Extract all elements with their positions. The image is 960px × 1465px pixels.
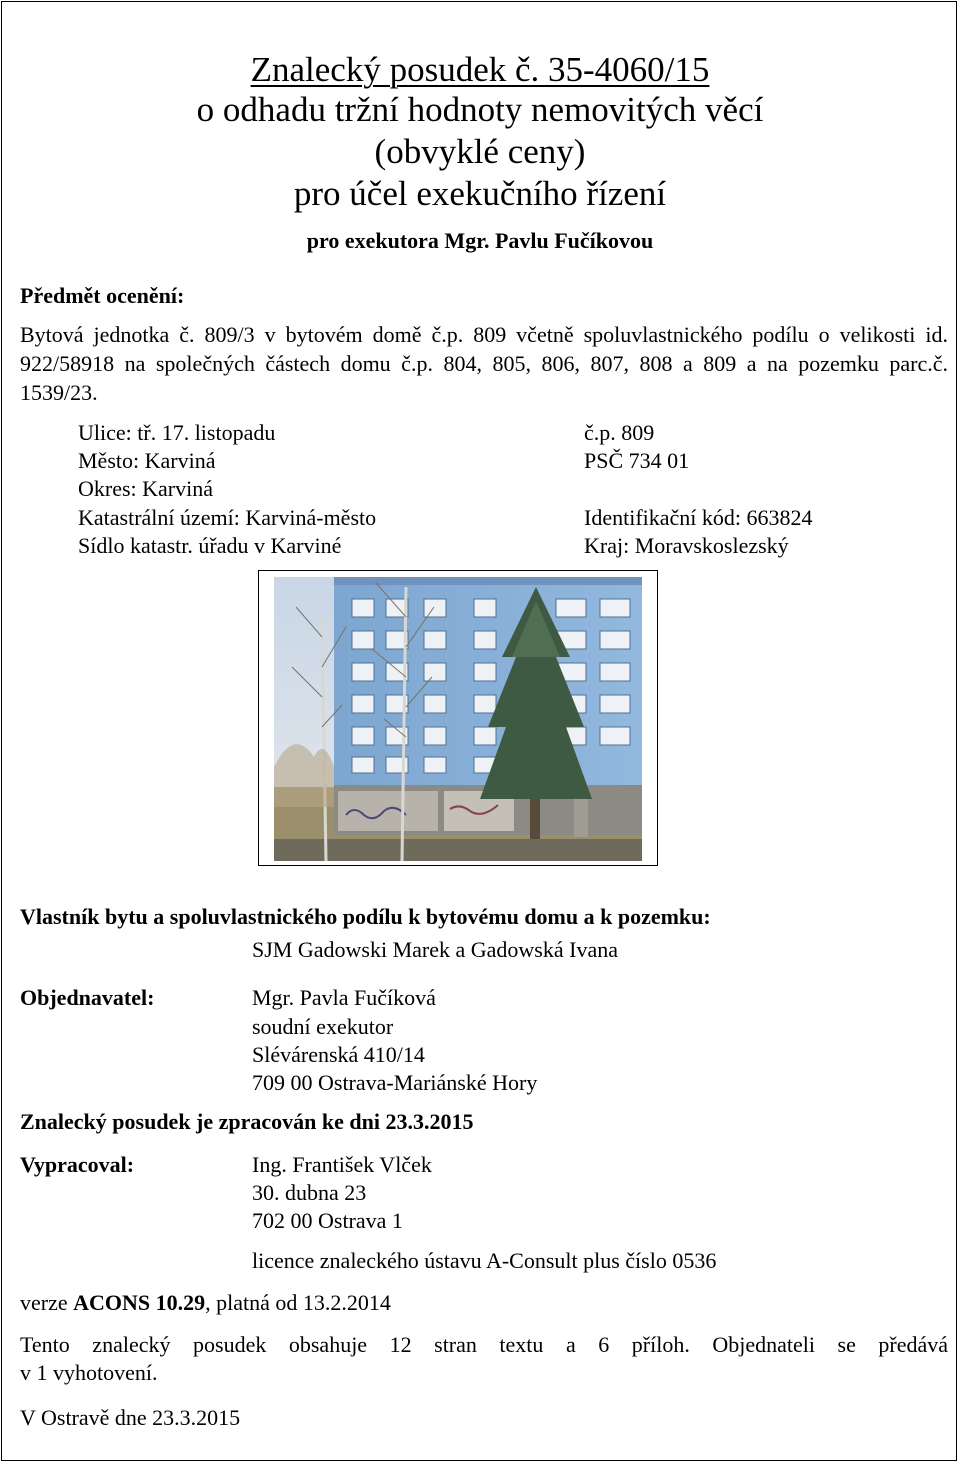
subject-description: Bytová jednotka č. 809/3 v bytovém domě č.p. 809 včetně spoluvlastnického podílu o velikosti id. 922/58918 na společných částech domu č.p. 804, 805, 806, 807, 808 a 809 a na pozemku parc.č. 1539/23.	[20, 322, 948, 405]
author-city: 702 00 Ostrava 1	[252, 1208, 403, 1233]
client-street: Slévárenská 410/14	[252, 1042, 425, 1067]
address-district: Okres: Karviná	[78, 476, 214, 501]
subject-label: Předmět ocenění:	[20, 283, 185, 308]
author-name: Ing. František Vlček	[252, 1152, 432, 1177]
apartment-building-image	[274, 577, 642, 861]
client-city: 709 00 Ostrava-Mariánské Hory	[252, 1070, 538, 1095]
report-subtitle-line1: o odhadu tržní hodnoty nemovitých věcí	[196, 90, 764, 129]
address-cadastral-area: Katastrální území: Karviná-město	[78, 505, 377, 530]
client-name: Mgr. Pavla Fučíková	[252, 985, 436, 1010]
document-page	[1, 1, 957, 1461]
place-and-date: V Ostravě dne 23.3.2015	[20, 1405, 241, 1430]
report-title: Znalecký posudek č. 35-4060/15	[250, 50, 710, 89]
address-street: Ulice: tř. 17. listopadu	[78, 420, 276, 445]
software-name: ACONS 10.29	[73, 1290, 206, 1315]
author-license: licence znaleckého ústavu A-Consult plus číslo 0536	[252, 1248, 717, 1273]
address-postal-code: PSČ 734 01	[584, 448, 690, 473]
author-label: Vypracoval:	[20, 1152, 135, 1177]
owner-label: Vlastník bytu a spoluvlastnického podílu k bytovému domu a k pozemku:	[20, 904, 711, 929]
report-subtitle-line2: (obvyklé ceny)	[374, 132, 586, 171]
pages-note-line2: v 1 vyhotovení.	[20, 1360, 158, 1385]
client-role: soudní exekutor	[252, 1014, 394, 1039]
address-house-number: č.p. 809	[584, 420, 655, 445]
report-subtitle-line3: pro účel exekučního řízení	[293, 174, 667, 213]
executor-line: pro exekutora Mgr. Pavlu Fučíkovou	[306, 228, 654, 253]
building-photo	[258, 570, 658, 866]
report-date-statement: Znalecký posudek je zpracován ke dni 23.3.2015	[20, 1109, 474, 1134]
client-label: Objednavatel:	[20, 985, 155, 1010]
pages-note-line1: Tento znalecký posudek obsahuje 12 stran textu a 6 příloh. Objednateli se předává	[20, 1332, 948, 1357]
author-street: 30. dubna 23	[252, 1180, 367, 1205]
address-city: Město: Karviná	[78, 448, 216, 473]
address-cadastral-office: Sídlo katastr. úřadu v Karviné	[78, 533, 342, 558]
address-identification-code: Identifikační kód: 663824	[584, 505, 813, 530]
owner-name: SJM Gadowski Marek a Gadowská Ivana	[252, 937, 618, 962]
address-region: Kraj: Moravskoslezský	[584, 533, 789, 558]
software-version: verze ACONS 10.29, platná od 13.2.2014	[20, 1290, 391, 1315]
